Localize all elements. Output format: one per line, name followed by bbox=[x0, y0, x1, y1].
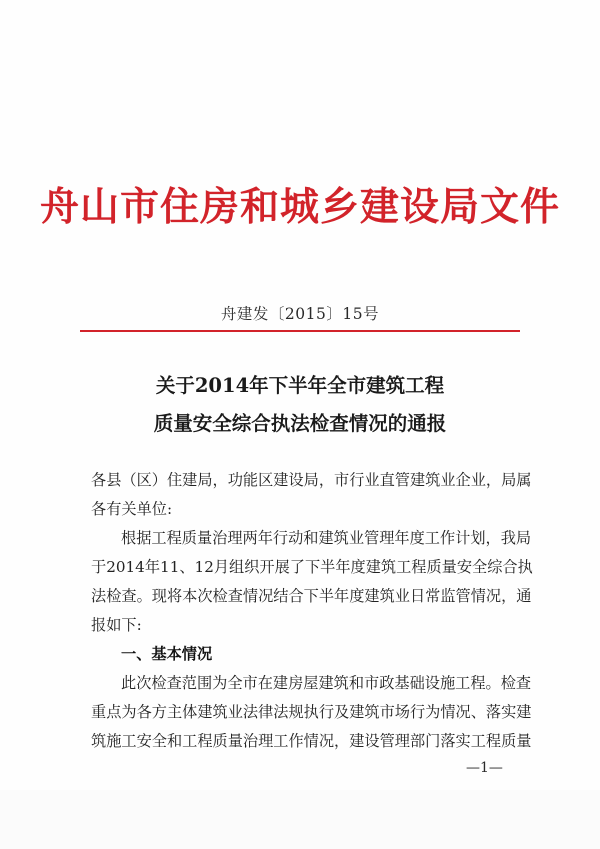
paragraph-2-line-3: 筑施工安全和工程质量治理工作情况，建设管理部门落实工程质量 bbox=[91, 732, 532, 750]
paragraph-2-line-1: 此次检查范围为全市在建房屋建筑和市政基础设施工程。检查 bbox=[121, 674, 532, 692]
section-1-heading: 一、基本情况 bbox=[121, 645, 213, 663]
paragraph-1-line-1: 根据工程质量治理两年行动和建筑业管理年度工作计划，我局 bbox=[121, 529, 532, 547]
paragraph-1-line-4: 报如下: bbox=[91, 616, 142, 634]
addressee-line-1: 各县（区）住建局，功能区建设局，市行业直管建筑业企业，局属 bbox=[91, 471, 532, 489]
paragraph-1-line-2: 于2014年11、12月组织开展了下半年度建筑工程质量安全综合执 bbox=[91, 558, 533, 576]
red-divider-line bbox=[80, 330, 520, 332]
page-number: —1— bbox=[466, 760, 503, 776]
page-bottom-margin bbox=[0, 790, 600, 849]
issuing-authority-title: 舟山市住房和城乡建设局文件 bbox=[39, 184, 560, 230]
notice-title-line-1: 关于2014年下半年全市建筑工程 bbox=[155, 374, 445, 397]
notice-title-line-2: 质量安全综合执法检查情况的通报 bbox=[153, 412, 447, 435]
document-number: 舟建发〔2015〕15号 bbox=[220, 305, 380, 323]
paragraph-1-line-3: 法检查。现将本次检查情况结合下半年度建筑业日常监管情况，通 bbox=[91, 587, 532, 605]
addressee-line-2: 各有关单位: bbox=[91, 500, 173, 518]
paragraph-2-line-2: 重点为各方主体建筑业法律法规执行及建筑市场行为情况、落实建 bbox=[91, 703, 532, 721]
